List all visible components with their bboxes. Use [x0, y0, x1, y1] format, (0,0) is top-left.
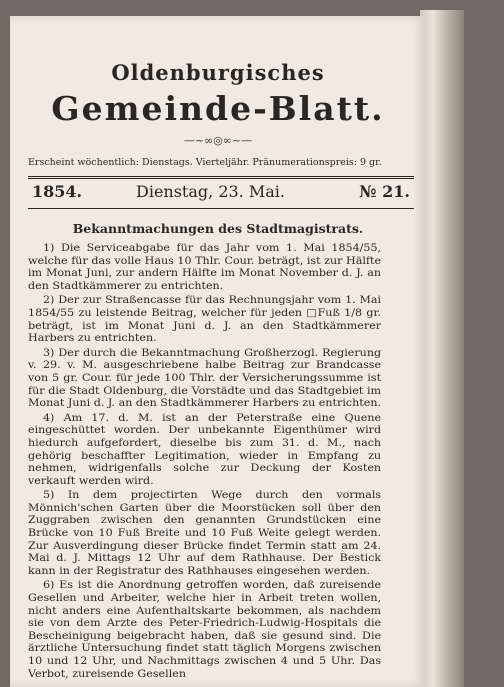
paragraph: 1) Die Serviceabgabe für das Jahr vom 1. Mai 1854/55, welche für das volle Haus 10 Thlr. Cour. beträgt, ist zur Hälfte im Monat Juni, zur andern Hälfte im Monat November d. J. an den Stadtkämmerer zu entrichten. [28, 242, 382, 292]
newspaper-page [10, 16, 426, 687]
top-rule [28, 176, 414, 177]
masthead-title-line1: Oldenburgisches [111, 60, 325, 85]
paragraph: 4) Am 17. d. M. ist an der Peterstraße eine Quene eingeschüttet worden. Der unbekannte Eigenthümer wird hiedurch aufgefordert, dieselbe bis zum 31. d. M., nach gehörig beschaffter Legitimation, wieder in Empfang zu nehmen, widrigenfalls solche zur Deckung der Kosten verkauft werden wird. [28, 411, 382, 487]
masthead-title-line2: Gemeinde-Blatt. [51, 89, 385, 128]
issue-number: № 21. [359, 182, 410, 201]
publication-info: Erscheint wöchentlich: Dienstags. Vierteljähr. Pränumerationspreis: 9 gr. [28, 157, 382, 168]
issue-year: 1854. [32, 182, 83, 201]
book-page-edges [420, 10, 464, 687]
bottom-rule [28, 208, 414, 209]
paragraph: 3) Der durch die Bekanntmachung Großherzogl. Regierung v. 29. v. M. ausgeschriebene halbe Beitrag zur Brandcasse von 5 gr. Cour. für jede 100 Thlr. der Versicherungssumme ist für die Stadt Oldenburg, die Vorstädte und das Stadtgebiet im Monat Juni d. J. an den Stadtkämmerer Harbers zu entrichten. [28, 346, 382, 410]
ornament-divider: —~∞◎∞~— [183, 134, 253, 147]
paragraph: 2) Der zur Straßencasse für das Rechnungsjahr vom 1. Mai 1854/55 zu leistende Beitrag, welcher für jeden □Fuß 1/8 gr. beträgt, ist im Monat Juni d. J. an den Stadtkämmerer Harbers zu entrichten. [28, 294, 382, 345]
issue-date: Dienstag, 23. Mai. [136, 182, 285, 201]
top-rule-double [28, 178, 414, 179]
article-body [28, 242, 381, 682]
paragraph: 5) In dem projectirten Wege durch den vormals Mönnich'schen Garten über die Moorstücken soll über den Zuggraben zwischen den genannten Grundstücken eine Brücke von 10 Fuß Breite und 10 Fuß Weite gelegt werden. Zur Ausverdingung dieser Brücke findet Termin statt am 24. Mai d. J. Mittags 12 Uhr auf dem Rathhause. Der Bestick kann in der Registratur des Rathhauses eingesehen werden. [28, 489, 382, 577]
section-title: Bekanntmachungen des Stadtmagistrats. [72, 221, 364, 236]
paragraph: 6) Es ist die Anordnung getroffen worden, daß zureisende Gesellen und Arbeiter, welche hier in Arbeit treten wollen, nicht anders eine Aufenthaltskarte bekommen, als nachdem sie von dem Arzte des Peter-Friedrich-Ludwig-Hospitals die Bescheinigung beigebracht haben, daß sie gesund sind. Die ärztliche Untersuchung findet statt täglich Morgens zwischen 10 und 12 Uhr, und Nachmittags zwischen 4 und 5 Uhr. Das Verbot, zureisende Gesellen [28, 579, 382, 680]
issue-row [28, 182, 414, 206]
